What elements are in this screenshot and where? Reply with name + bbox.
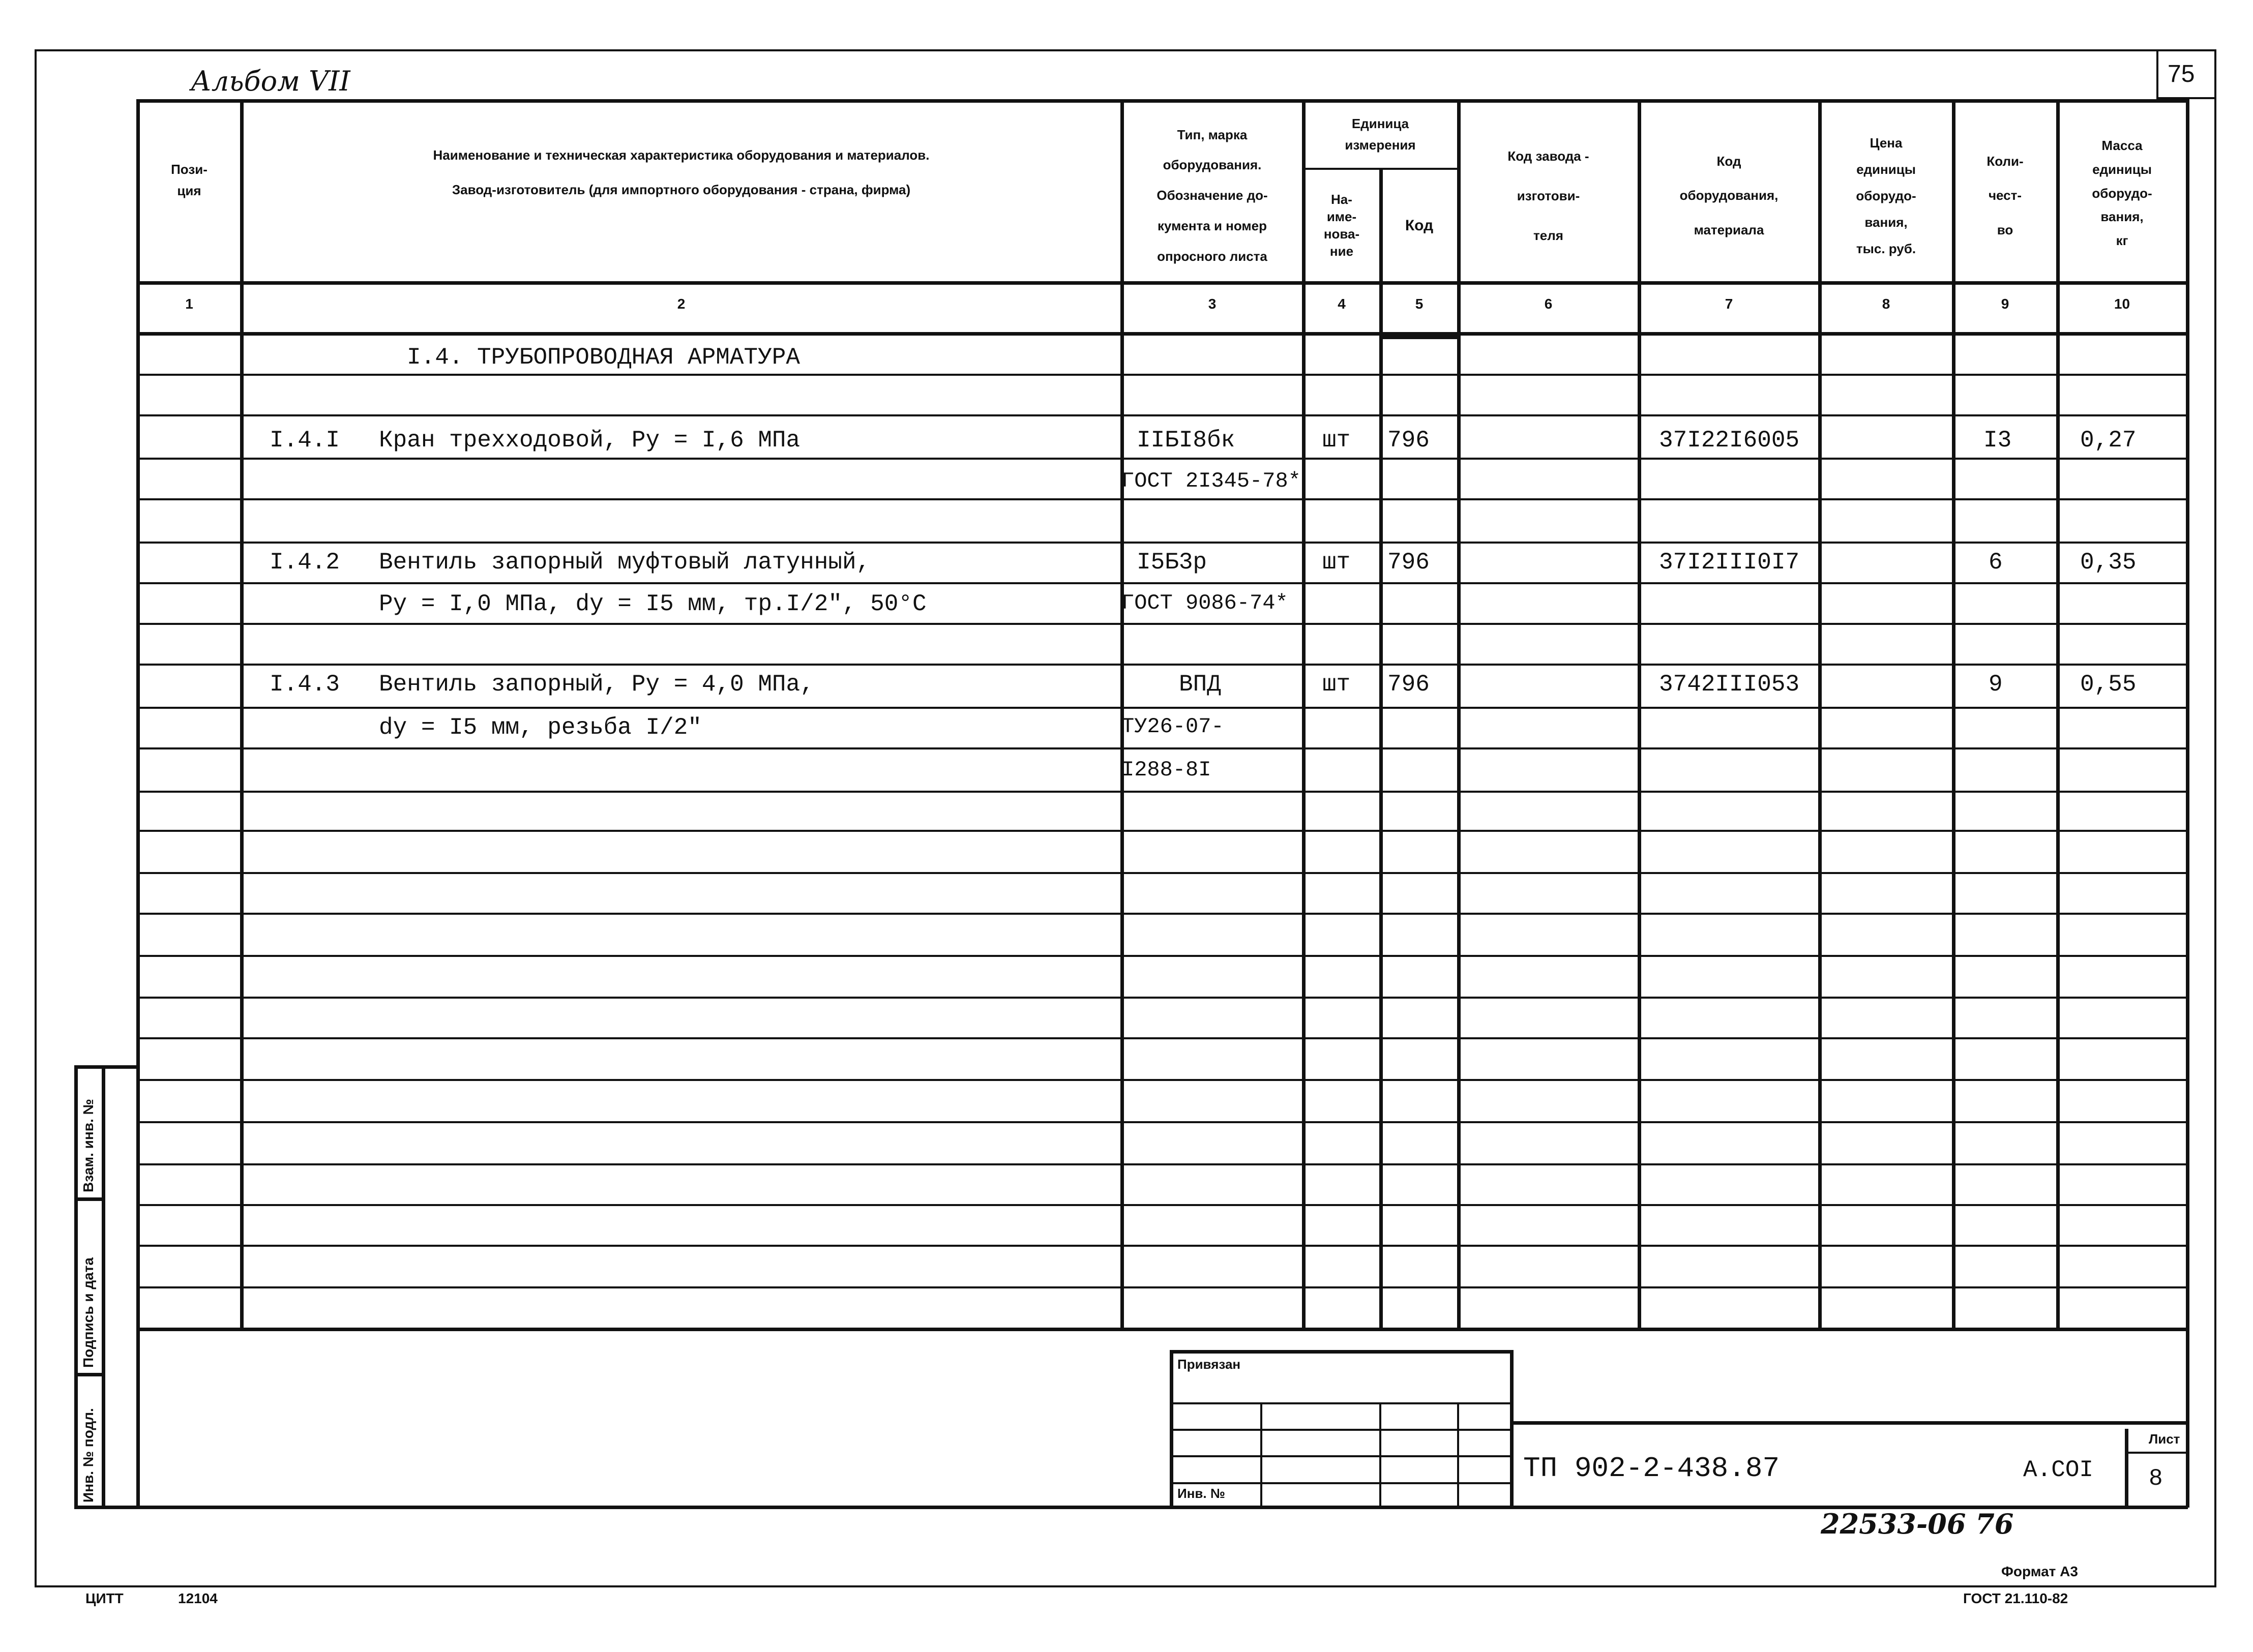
item-1-unit: шт [1322, 427, 1351, 454]
side-label-vzam: Взам. инв. № [80, 1099, 96, 1192]
item-1-name: Кран трехходовой, Ру = I,6 МПа [379, 427, 801, 454]
stamp-left [1170, 1350, 1173, 1508]
side-label-podpis: Подпись и дата [80, 1257, 96, 1368]
header-mass: Масса единицы оборудо- вания, кг [2092, 138, 2152, 249]
row-line [138, 791, 2186, 793]
colnum-6: 6 [1544, 296, 1553, 312]
page-number: 75 [2168, 61, 2195, 87]
col-line-5 [1457, 99, 1461, 1330]
stamp-row-3 [1170, 1455, 1512, 1457]
row-line [138, 1121, 2186, 1123]
item-1-pos: I.4.I [270, 427, 340, 454]
header-unit-code: Код [1405, 217, 1434, 234]
stamp-privyazan: Привязан [1177, 1357, 1241, 1372]
colnum-3: 3 [1208, 296, 1217, 312]
item-2-unit: шт [1322, 549, 1351, 576]
colnum-2: 2 [677, 296, 686, 312]
item-2-type2: ГОСТ 9086-74* [1121, 591, 1288, 615]
outer-frame-right [2214, 49, 2216, 1587]
table-bottom [136, 1328, 2188, 1331]
item-2-name2: Ру = I,0 МПа, dу = I5 мм, тр.I/2", 50°С [379, 591, 927, 617]
side-stamp-sep-2 [74, 1373, 104, 1376]
row-line [138, 747, 2186, 749]
colnum-4: 4 [1338, 296, 1346, 312]
doc-code-top [1510, 1421, 2188, 1425]
header-qty: Коли- чест- во [1987, 153, 2024, 237]
citt-number: 12104 [178, 1590, 218, 1606]
row-line [138, 1079, 2186, 1081]
row-line [138, 707, 2186, 709]
item-2-unit-code: 796 [1387, 549, 1430, 576]
side-stamp-sep-1 [74, 1197, 104, 1201]
colnum-10: 10 [2114, 296, 2130, 312]
colnum-1: 1 [185, 296, 193, 312]
list-label: Лист [2149, 1431, 2180, 1447]
table-top [136, 99, 2188, 103]
col-line-6 [1638, 99, 1641, 1330]
col5-box-top [1379, 336, 1459, 339]
colnum-9: 9 [2001, 296, 2009, 312]
row-line [138, 458, 2186, 460]
stamp-row-2 [1170, 1429, 1512, 1431]
stamp-top [1170, 1350, 1512, 1354]
row-line [138, 664, 2186, 666]
stamp-row-4 [1170, 1482, 1512, 1484]
header-name: Наименование и техническая характеристика оборудования и материалов. Завод-изготовитель (для импортного оборудования - страна, фирма) [433, 147, 930, 197]
col-line-1 [240, 99, 244, 1330]
row-line [138, 542, 2186, 544]
item-3-equip-code: 3742III053 [1659, 671, 1800, 698]
item-3-name: Вентиль запорный, Ру = 4,0 МПа, [379, 671, 814, 698]
page-box-left [2156, 49, 2158, 99]
item-3-type2: ТУ26-07- [1121, 714, 1224, 739]
stamp-col-2 [1379, 1402, 1381, 1507]
row-line [138, 623, 2186, 625]
item-3-pos: I.4.3 [270, 671, 340, 698]
row-line [138, 498, 2186, 500]
row-line [138, 830, 2186, 832]
list-box-mid [2125, 1452, 2188, 1454]
section-title: I.4. ТРУБОПРОВОДНАЯ АРМАТУРА [407, 344, 800, 371]
item-2-name: Вентиль запорный муфтовый латунный, [379, 549, 871, 576]
side-label-inv: Инв. № подл. [80, 1408, 96, 1503]
col-line-9 [2056, 99, 2060, 1330]
item-3-unit: шт [1322, 671, 1351, 698]
gost-label: ГОСТ 21.110-82 [1963, 1590, 2068, 1606]
row-line [138, 1245, 2186, 1247]
col-line-7 [1818, 99, 1822, 1330]
colnum-5: 5 [1415, 296, 1424, 312]
item-3-name2: dу = I5 мм, резьба I/2" [379, 714, 702, 741]
outer-frame-top [35, 49, 2216, 51]
item-1-unit-code: 796 [1387, 427, 1430, 454]
header-unit-group: Единица измерения [1345, 116, 1416, 153]
list-box-left [2125, 1429, 2128, 1508]
stamp-col-1 [1260, 1402, 1262, 1507]
item-2-equip-code: 37I2III0I7 [1659, 549, 1800, 576]
col-line-8 [1952, 99, 1955, 1330]
stamp-inv-no: Инв. № [1177, 1486, 1225, 1501]
stamp-row-1 [1170, 1402, 1512, 1404]
row-line [138, 1286, 2186, 1288]
row-line [138, 872, 2186, 874]
item-1-qty: I3 [1983, 427, 2012, 454]
stamp-right [1510, 1350, 1514, 1508]
row-line [138, 997, 2186, 999]
table-colnum-bottom [136, 332, 2188, 336]
item-2-type1: I5Б3р [1137, 549, 1207, 576]
outer-frame-left [35, 49, 37, 1587]
item-3-type3: I288-8I [1121, 758, 1211, 782]
table-header-bottom [136, 281, 2188, 285]
item-3-unit-code: 796 [1387, 671, 1430, 698]
colnum-7: 7 [1725, 296, 1733, 312]
item-2-mass: 0,35 [2080, 549, 2137, 576]
doc-code: ТП 902-2-438.87 [1523, 1452, 1780, 1485]
outer-frame-bottom [35, 1585, 2216, 1587]
table-right [2186, 99, 2189, 1508]
citt-label: ЦИТТ [85, 1590, 124, 1606]
bottom-number: 22533-06 76 [1821, 1508, 2014, 1540]
side-stamp-top [74, 1065, 138, 1069]
row-line [138, 1037, 2186, 1039]
item-2-qty: 6 [1989, 549, 2003, 576]
side-stamp-left [74, 1065, 78, 1508]
row-line [138, 414, 2186, 416]
col-line-3 [1302, 99, 1306, 1330]
header-unit-name: На- име- нова- ние [1323, 192, 1360, 259]
sheet-code: А.СОI [2023, 1457, 2094, 1483]
row-line [138, 374, 2186, 376]
row-line [138, 955, 2186, 957]
unit-split-line [1302, 168, 1459, 170]
header-factory-code: Код завода - изготови- теля [1507, 148, 1589, 243]
row-line [138, 582, 2186, 584]
row-line [138, 1163, 2186, 1165]
item-1-type2: ГОСТ 2I345-78* [1121, 469, 1301, 493]
item-1-type1: IIБI8бк [1137, 427, 1235, 454]
item-2-pos: I.4.2 [270, 549, 340, 576]
item-1-equip-code: 37I22I6005 [1659, 427, 1800, 454]
album-label: Альбом VII [191, 65, 350, 97]
header-type: Тип, марка оборудования. Обозначение до- кумента и номер опросного листа [1157, 127, 1268, 264]
list-num: 8 [2149, 1465, 2163, 1492]
item-3-mass: 0,55 [2080, 671, 2137, 698]
item-3-qty: 9 [1989, 671, 2003, 698]
colnum-8: 8 [1882, 296, 1890, 312]
format-label: Формат А3 [2001, 1564, 2078, 1579]
header-pos: Пози- ция [171, 162, 207, 198]
header-equip-code: Код оборудования, материала [1679, 153, 1778, 237]
stamp-col-3 [1457, 1402, 1459, 1507]
item-1-mass: 0,27 [2080, 427, 2137, 454]
row-line [138, 1204, 2186, 1206]
item-3-type1: ВПД [1179, 671, 1221, 698]
row-line [138, 913, 2186, 915]
side-stamp-mid [102, 1065, 105, 1508]
header-price: Цена единицы оборудо- вания, тыс. руб. [1856, 135, 1916, 256]
